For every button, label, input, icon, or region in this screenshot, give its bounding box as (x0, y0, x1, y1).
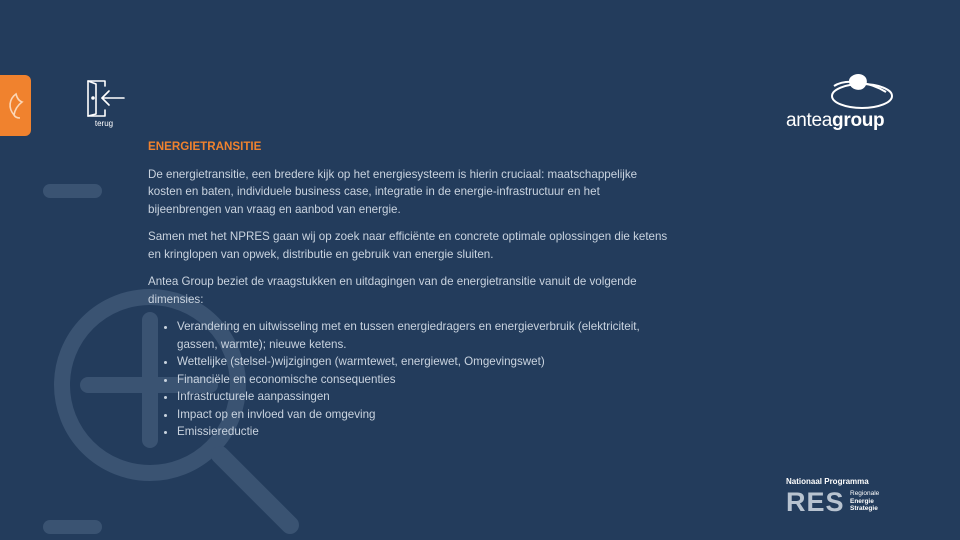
res-program-logo (786, 477, 898, 519)
res-line-3: Strategie (850, 505, 878, 512)
antea-logo-mark-icon (826, 72, 896, 112)
dimensions-list (148, 318, 668, 441)
list-item: • Financiële en economische consequenties (177, 371, 668, 389)
logo-text-suffix: group (832, 110, 885, 131)
paragraph-dimensions: Antea Group beziet de vraagstukken en uitdagingen van de energietransitie vanuit de volgende dimensies: (148, 275, 637, 306)
list-item: • Impact op en invloed van de omgeving (177, 406, 668, 424)
section-heading: ENERGIETRANSITIE (148, 140, 262, 153)
back-label: terug (94, 119, 114, 128)
leaf-icon (5, 91, 27, 121)
logo-text-prefix: antea (786, 110, 833, 131)
list-item: • Infrastructurele aanpassingen (177, 388, 668, 406)
paragraph-intro: De energietransitie, een bredere kijk op het energiesysteem is hierin cruciaal: maatschappelijke kosten en baten, individuele business case, integratie in de energie-infrastructuur en het bijeenbrengen van vraag en aanbod van energie. (148, 167, 638, 216)
antea-group-logo (784, 72, 898, 134)
paragraph-npres: Samen met het NPRES gaan wij op zoek naar efficiënte en concrete optimale oplossingen die ketens en kringlopen van opwek, distributie en gebruik van energie sluiten. (148, 230, 668, 261)
list-item: • Emissiereductie (177, 423, 668, 441)
back-button[interactable] (80, 78, 128, 134)
exit-door-icon (82, 78, 126, 118)
res-line-2: Energie (850, 497, 874, 505)
list-item: • Verandering en uitwisseling met en tussen energiedragers en energieverbruik (elektriciteit, gassen, warmte); nieuwe ketens. (177, 318, 668, 353)
side-tab[interactable] (0, 75, 31, 136)
res-acronym: RES (786, 487, 845, 517)
list-item: • Wettelijke (stelsel-)wijzigingen (warmtewet, energiewet, Omgevingswet) (177, 353, 668, 371)
res-line-1: Regionale (850, 490, 880, 497)
res-program-label: Nationaal Programma (786, 477, 869, 486)
res-subtitle (850, 490, 879, 513)
main-content (148, 138, 668, 441)
